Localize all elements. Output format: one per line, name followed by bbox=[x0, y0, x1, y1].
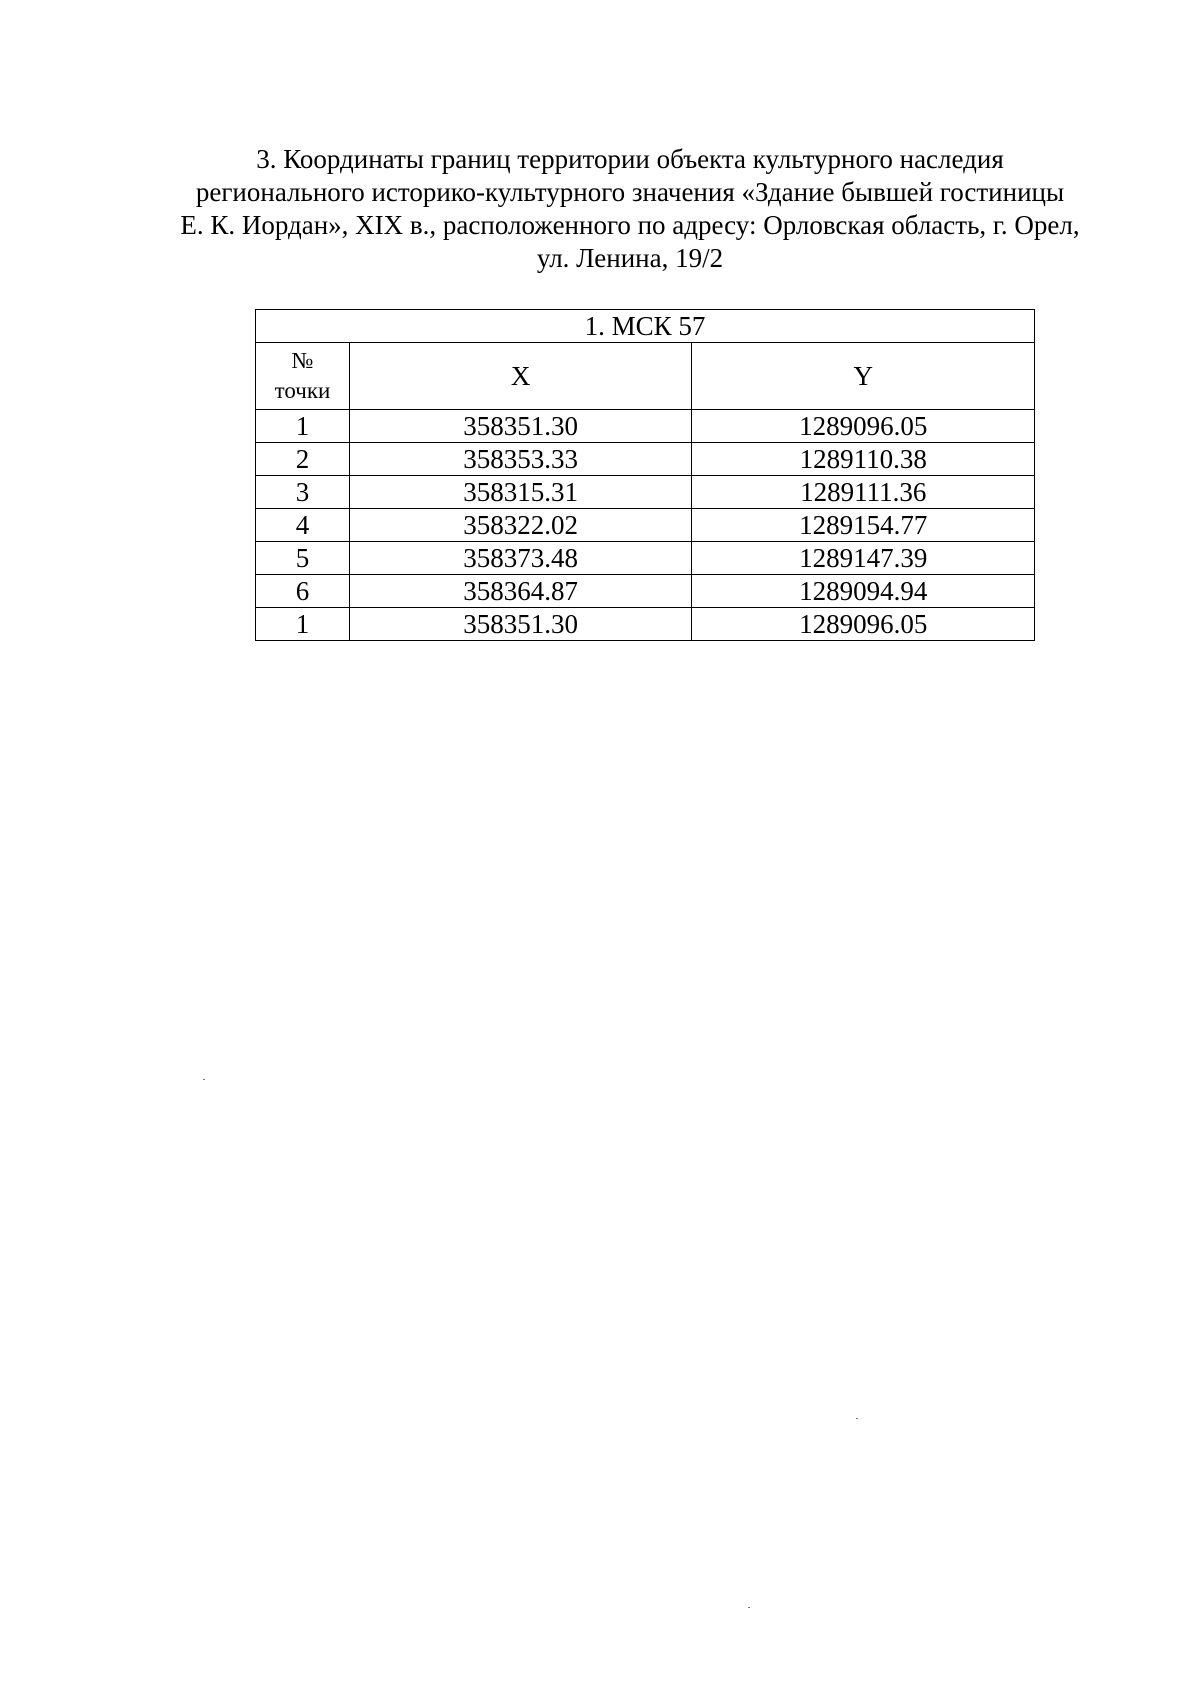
table-row bbox=[256, 542, 1035, 575]
scan-speck bbox=[203, 1079, 205, 1080]
heading-line-2: регионального историко-культурного значения «Здание бывшей гостиницы bbox=[195, 177, 1065, 207]
y-coordinate-cell: 1289147.39 bbox=[692, 542, 1035, 575]
y-coordinate-cell: 1289111.36 bbox=[692, 476, 1035, 509]
x-column-header: X bbox=[349, 343, 692, 410]
heading-line-1: 3. Координаты границ территории объекта культурного наследия bbox=[256, 144, 1004, 174]
heading-line-4: ул. Ленина, 19/2 bbox=[536, 243, 724, 273]
y-column-header: Y bbox=[692, 343, 1035, 410]
point-number-cell: 1 bbox=[256, 608, 350, 641]
scan-speck bbox=[748, 1607, 750, 1608]
point-number-cell: 5 bbox=[256, 542, 350, 575]
point-number-cell: 4 bbox=[256, 509, 350, 542]
x-coordinate-cell: 358351.30 bbox=[349, 608, 692, 641]
point-number-cell: 2 bbox=[256, 443, 350, 476]
table-row bbox=[256, 575, 1035, 608]
point-number-cell: 1 bbox=[256, 410, 350, 443]
x-coordinate-cell: 358353.33 bbox=[349, 443, 692, 476]
table-header-row bbox=[256, 343, 1035, 410]
scan-speck bbox=[856, 1418, 858, 1419]
y-coordinate-cell: 1289096.05 bbox=[692, 410, 1035, 443]
table-caption: 1. МСК 57 bbox=[256, 310, 1035, 343]
table-row bbox=[256, 608, 1035, 641]
point-number-header-line-2: точки bbox=[274, 378, 331, 403]
x-coordinate-cell: 358351.30 bbox=[349, 410, 692, 443]
point-number-cell: 6 bbox=[256, 575, 350, 608]
table-row bbox=[256, 410, 1035, 443]
x-coordinate-cell: 358364.87 bbox=[349, 575, 692, 608]
table-row bbox=[256, 476, 1035, 509]
x-coordinate-cell: 358315.31 bbox=[349, 476, 692, 509]
table-caption-row bbox=[256, 310, 1035, 343]
table-row bbox=[256, 509, 1035, 542]
point-number-header-line-1: № bbox=[291, 348, 314, 373]
document-heading bbox=[130, 143, 1130, 275]
y-coordinate-cell: 1289096.05 bbox=[692, 608, 1035, 641]
point-number-cell: 3 bbox=[256, 476, 350, 509]
heading-line-3: Е. К. Иордан», XIX в., расположенного по адресу: Орловская область, г. Орел, bbox=[180, 210, 1080, 240]
y-coordinate-cell: 1289110.38 bbox=[692, 443, 1035, 476]
y-coordinate-cell: 1289094.94 bbox=[692, 575, 1035, 608]
x-coordinate-cell: 358373.48 bbox=[349, 542, 692, 575]
point-number-header bbox=[256, 343, 350, 410]
y-coordinate-cell: 1289154.77 bbox=[692, 509, 1035, 542]
table-row bbox=[256, 443, 1035, 476]
coordinates-table bbox=[255, 309, 1035, 641]
x-coordinate-cell: 358322.02 bbox=[349, 509, 692, 542]
